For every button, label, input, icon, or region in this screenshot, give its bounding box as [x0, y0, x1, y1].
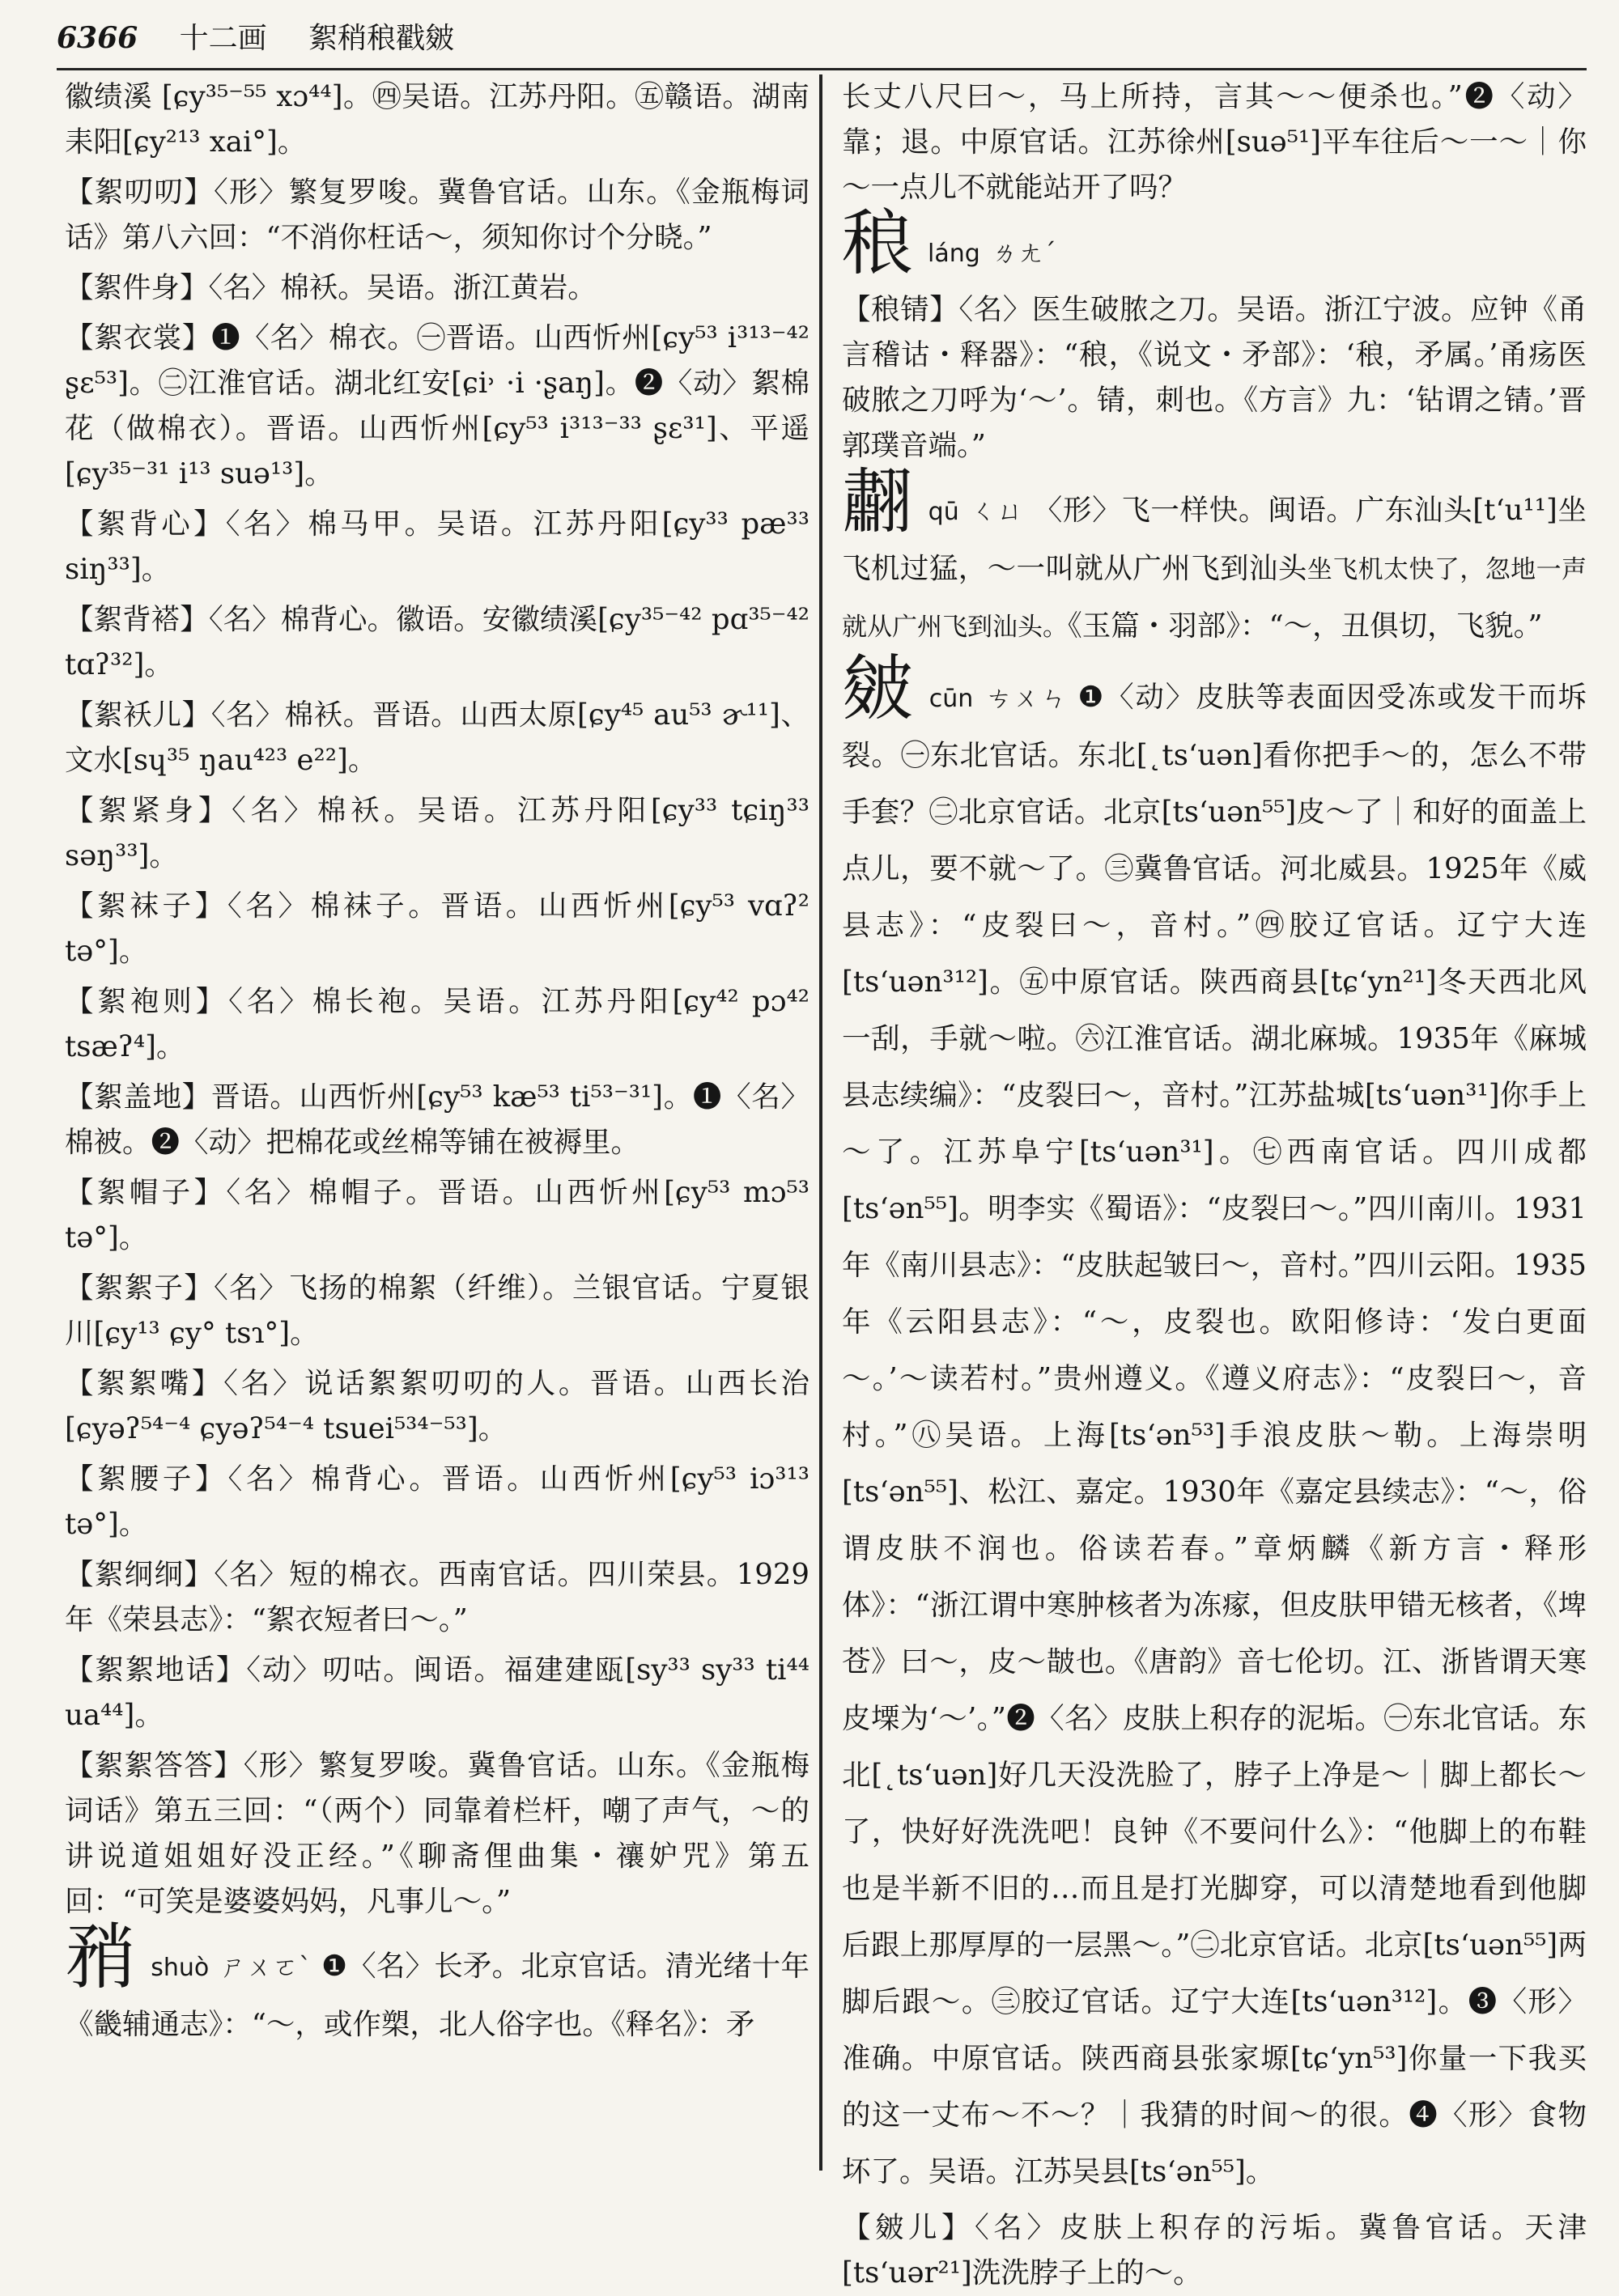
headword-char: 皴	[842, 647, 915, 730]
headword-chars: 絮稍稂戳皴	[308, 22, 455, 55]
zhuyin: ㄘㄨㄣ	[984, 682, 1069, 713]
header-rule	[57, 68, 1587, 70]
zhuyin: ㄌㄤˊ	[991, 237, 1056, 268]
entry-text: 徽绩溪 [ɕy³⁵⁻⁵⁵ xɔ⁴⁴]。㊃吴语。江苏丹阳。㊄赣语。湖南耒阳[ɕy²¹³ xai°]。	[65, 80, 810, 159]
entry: 【稂锖】〈名〉医生破脓之刀。吴语。浙江宁波。应钟《甬言稽诂・释器》：“稂，《说文・矛部》：‘稂，矛属。’甬疡医破脓之刀呼为‘～’。锖，刺也。《方言》九：‘钻谓之锖。’晋郭璞音端。”	[842, 293, 1587, 462]
entry: 【皴儿】〈名〉皮肤上积存的污垢。冀鲁官话。天津[tsʻuər²¹]洗洗脖子上的～。	[842, 2211, 1587, 2290]
zhuyin: ㄕㄨㄛˋ	[220, 1951, 312, 1982]
pinyin: láng	[928, 240, 980, 268]
entry: 【絮背心】〈名〉棉马甲。吴语。江苏丹阳[ɕy³³ pæ³³ siŋ³³]。	[65, 507, 810, 586]
entry: 【絮紧身】〈名〉棉袄。吴语。江苏丹阳[ɕy³³ tɕiŋ³³ səŋ³³]。	[65, 794, 810, 872]
entry: 【絮盖地】晋语。山西忻州[ɕy⁵³ kæ⁵³ ti⁵³⁻³¹]。❶〈名〉棉被。❷〈动〉把棉花或丝棉等铺在被褥里。	[65, 1080, 810, 1159]
entry: 【絮絮子】〈名〉飞扬的棉絮（纤维）。兰银官话。宁夏银川[ɕy¹³ ɕy° tsɿ°]。	[65, 1271, 810, 1350]
pinyin: cūn	[928, 685, 974, 713]
column-divider	[819, 74, 822, 2171]
entry-continuation: 长丈八尺曰～，马上所持，言其～～便杀也。”❷〈动〉靠；退。中原官话。江苏徐州[suə⁵¹]平车往后～一～｜你～一点儿不就能站开了吗？	[842, 80, 1587, 204]
entry: 【絮袄儿】〈名〉棉袄。晋语。山西太原[ɕy⁴⁵ au⁵³ ɚ¹¹]、文水[sɥ³⁵ ŋau⁴²³ e²²]。	[65, 698, 810, 777]
entry: 【絮絮答答】〈形〉繁复罗唆。冀鲁官话。山东。《金瓶梅词话》第五三回：“（两个）同靠着栏杆，嘲了声气，～的讲说道姐姐好没正经。”《聊斋俚曲集・禳妒咒》第五回：“可笑是婆婆妈妈，凡事儿～。”	[65, 1749, 810, 1918]
citation: 《玉篇・羽部》：“～，丑俱切，飞貌。”	[1068, 609, 1543, 643]
pinyin: shuò	[151, 1954, 210, 1982]
entry: 【絮背褡】〈名〉棉背心。徽语。安徽绩溪[ɕy³⁵⁻⁴² pɑ³⁵⁻⁴² tɑʔ³²]。	[65, 603, 810, 681]
headword-char: 稂	[842, 202, 914, 285]
entry: 【絮叨叨】〈形〉繁复罗唆。冀鲁官话。山东。《金瓶梅词话》第八六回：“不消你枉话～，须知你讨个分晓。”	[65, 176, 810, 254]
definition: 〈形〉飞一样快。闽语。广东汕头[tʻu¹¹]坐飞机过猛，～一叫就从广州飞到汕头	[842, 494, 1587, 585]
entry: 【絮腰子】〈名〉棉背心。晋语。山西忻州[ɕy⁵³ iɔ³¹³ tə°]。	[65, 1462, 810, 1541]
entry: 【絮䌹䌹】〈名〉短的棉衣。西南官话。四川荣县。1929年《荣县志》：“絮衣短者曰～。”	[65, 1558, 810, 1636]
entry: 【絮袍则】〈名〉棉长袍。吴语。江苏丹阳[ɕy⁴² pɔ⁴² tsæʔ⁴]。	[65, 985, 810, 1063]
entry: 【絮袜子】〈名〉棉袜子。晋语。山西忻州[ɕy⁵³ vɑʔ² tə°]。	[65, 889, 810, 968]
headword-char: 矟	[65, 1916, 137, 1999]
definition: ❶〈名〉长矛。北京官话。清光绪十年《畿辅通志》：“～，或作槊，北人俗字也。《释名》：矛	[65, 1950, 810, 2041]
entry: 【絮絮嘴】〈名〉说话絮絮叨叨的人。晋语。山西长治[ɕyəʔ⁵⁴⁻⁴ ɕyəʔ⁵⁴⁻⁴ tsuei⁵³⁴⁻⁵³]。	[65, 1367, 810, 1445]
page-header	[57, 10, 1587, 66]
headword-qu	[842, 460, 1587, 656]
left-column	[65, 74, 810, 2171]
page-number: 6366	[57, 21, 138, 55]
pinyin: qū	[928, 498, 959, 526]
section-label: 十二画	[179, 22, 267, 55]
headword-cun	[842, 647, 1587, 2201]
entry: 【絮衣裳】❶〈名〉棉衣。㊀晋语。山西忻州[ɕy⁵³ i³¹³⁻⁴² ʂɛ⁵³]。㊁江淮官话。湖北红安[ɕi˒ ·i ·ʂaŋ]。❷〈动〉絮棉花（做棉衣）。晋语。山西忻州[ɕy⁵³ i³¹³⁻³³ ʂɛ³¹]、平遥[ɕy³⁵⁻³¹ i¹³ suə¹³]。	[65, 321, 810, 490]
entry: 【絮帽子】〈名〉棉帽子。晋语。山西忻州[ɕy⁵³ mɔ⁵³ tə°]。	[65, 1176, 810, 1254]
entry: 【絮絮地话】〈动〉叨咕。闽语。福建建瓯[sy³³ sy³³ ti⁴⁴ ua⁴⁴]。	[65, 1653, 810, 1732]
headword-lang	[842, 202, 1587, 285]
right-column	[842, 74, 1587, 2290]
zhuyin: ㄑㄩ	[970, 495, 1024, 526]
definition: ❶〈动〉皮肤等表面因受冻或发干而坼裂。㊀东北官话。东北[˛tsʻuən]看你把手～的，怎么不带手套？㊁北京官话。北京[tsʻuən⁵⁵]皮～了｜和好的面盖上点儿，要不就～了。㊂冀鲁官话。河北威县。1925年《威县志》：“皮裂曰～，音村。”㊃胶辽官话。辽宁大连[tsʻuən³¹²]。㊄中原官话。陕西商县[tɕʻyn²¹]冬天西北风一刮，手就～啦。㊅江淮官话。湖北麻城。1935年《麻城县志续编》：“皮裂曰～，音村。”江苏盐城[tsʻuən³¹]你手上～了。江苏阜宁[tsʻuən³¹]。㊆西南官话。四川成都[tsʻən⁵⁵]。明李实《蜀语》：“皮裂曰～。”四川南川。1931年《南川县志》：“皮肤起皱曰～，音村。”四川云阳。1935年《云阳县志》：“～，皮裂也。欧阳修诗：‘发白更面～。’～读若村。”贵州遵义。《遵义府志》：“皮裂曰～，音村。”㊇吴语。上海[tsʻən⁵³]手浪皮肤～勒。上海崇明[tsʻən⁵⁵]、松江、嘉定。1930年《嘉定县续志》：“～，俗谓皮肤不润也。俗读若春。”章炳麟《新方言・释形体》：“浙江谓中寒肿核者为冻瘃，但皮肤甲错无核者，《埤苍》曰～，皮～皵也。《唐韵》音七伦切。江、浙皆谓天寒皮塛为‘～’。”❷〈名〉皮肤上积存的泥垢。㊀东北官话。东北[˛tsʻuən]好几天没洗脸了，脖子上净是～｜脚上都长～了，快好好洗洗吧！良钟《不要问什么》：“他脚上的布鞋也是半新不旧的…而且是打光脚穿，可以清楚地看到他脚后跟上那厚厚的一层黑～。”㊁北京官话。北京[tsʻuən⁵⁵]两脚后跟～。㊂胶辽官话。辽宁大连[tsʻuən³¹²]。❸〈形〉准确。中原官话。陕西商县张家塬[tɕʻyn⁵³]你量一下我买的这一丈布～不～？｜我猜的时间～的很。❹〈形〉食物坏了。吴语。江苏吴县[tsʻən⁵⁵]。	[842, 681, 1587, 2188]
headword-shuo	[65, 1916, 810, 2053]
headword-char: 䎘	[842, 460, 914, 543]
gloss: 坐飞机太快了，忽地一声就从广州飞到汕头。	[842, 555, 1587, 642]
entry: 【絮件身】〈名〉棉袄。吴语。浙江黄岩。	[65, 271, 597, 304]
